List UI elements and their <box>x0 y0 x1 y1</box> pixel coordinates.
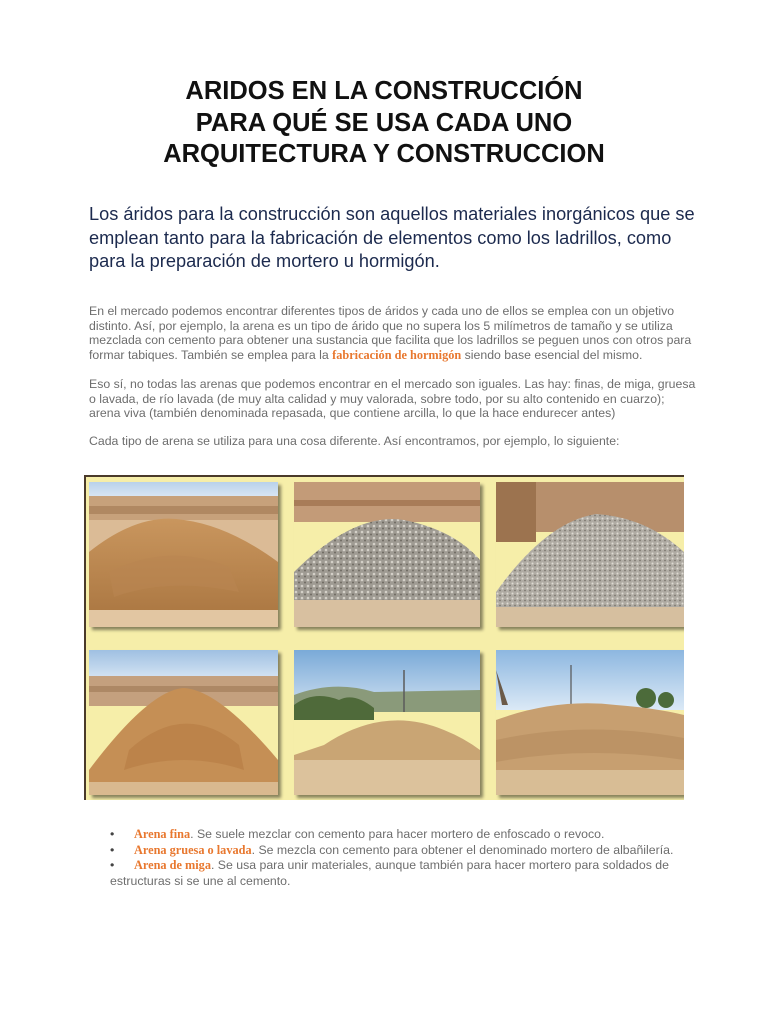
sand-pile-photo <box>89 482 278 627</box>
list-item <box>110 843 700 859</box>
paragraph-market-text-end: siendo base esencial del mismo. <box>461 347 643 362</box>
paragraph-uses-intro: Cada tipo de arena se utiliza para una cosa diferente. Así encontramos, por ejemplo, lo siguiente: <box>89 434 620 448</box>
sand-mound-countryside-photo <box>294 650 480 795</box>
grid-left-border <box>84 475 86 800</box>
list-item-term-link[interactable]: Arena gruesa o lavada <box>134 842 252 857</box>
grid-top-border <box>84 475 684 477</box>
title-line-1: ARIDOS EN LA CONSTRUCCIÓN <box>185 77 583 105</box>
lead-paragraph: Los áridos para la construcción son aquellos materiales inorgánicos que se emplean tanto para la fabricación de elementos como los ladrillos, como para la preparación de mortero u hormigón. <box>89 204 695 271</box>
link-fabricacion-hormigon[interactable]: fabricación de hormigón <box>332 347 462 362</box>
sand-mound-field-photo <box>496 650 684 795</box>
document-title <box>0 76 768 171</box>
list-item-text: . Se usa para unir materiales, aunque también para hacer mortero para soldados de estructuras si se une al cemento. <box>110 858 669 888</box>
list-item-text: . Se suele mezclar con cemento para hacer mortero de enfoscado o revoco. <box>190 827 605 841</box>
list-item <box>110 858 700 889</box>
list-item <box>110 827 700 843</box>
fine-gravel-pile-photo <box>496 482 684 627</box>
sand-photo-grid <box>84 475 684 800</box>
paragraph-market-text: En el mercado podemos encontrar diferentes tipos de áridos y cada uno de ellos se emplea con un objetivo distinto. Así, por ejemplo, la arena es un tipo de árido que no supera los 5 milímetros de tamaño y se utiliza mezclada con cemento para obtener una sustancia que facilita que los ladrillos se peguen unos con otros para formar tabiques. También se emplea para la <box>89 304 692 362</box>
list-item-term-link[interactable]: Arena de miga <box>134 858 211 873</box>
gravel-pile-photo <box>294 482 480 627</box>
title-line-2: PARA QUÉ SE USA CADA UNO <box>195 108 573 137</box>
list-item-term-link[interactable]: Arena fina <box>134 827 191 841</box>
paragraph-sand-types: Eso sí, no todas las arenas que podemos encontrar en el mercado son iguales. Las hay: finas, de miga, gruesa o lavada, de río lavada (de muy alta calidad y muy valorada, sobre todo, por su alto contenido en cuarzo); arena viva (también denominada repasada, que contiene arcilla, lo que la hace endurecer antes) <box>89 377 696 421</box>
sand-types-list <box>110 827 700 889</box>
list-item-text: . Se mezcla con cemento para obtener el denominado mortero de albañilería. <box>251 842 674 857</box>
paragraph-market <box>89 304 699 362</box>
title-line-3: ARQUITECTURA Y CONSTRUCCION <box>163 140 605 168</box>
sand-pile-quarry-photo <box>89 650 278 795</box>
